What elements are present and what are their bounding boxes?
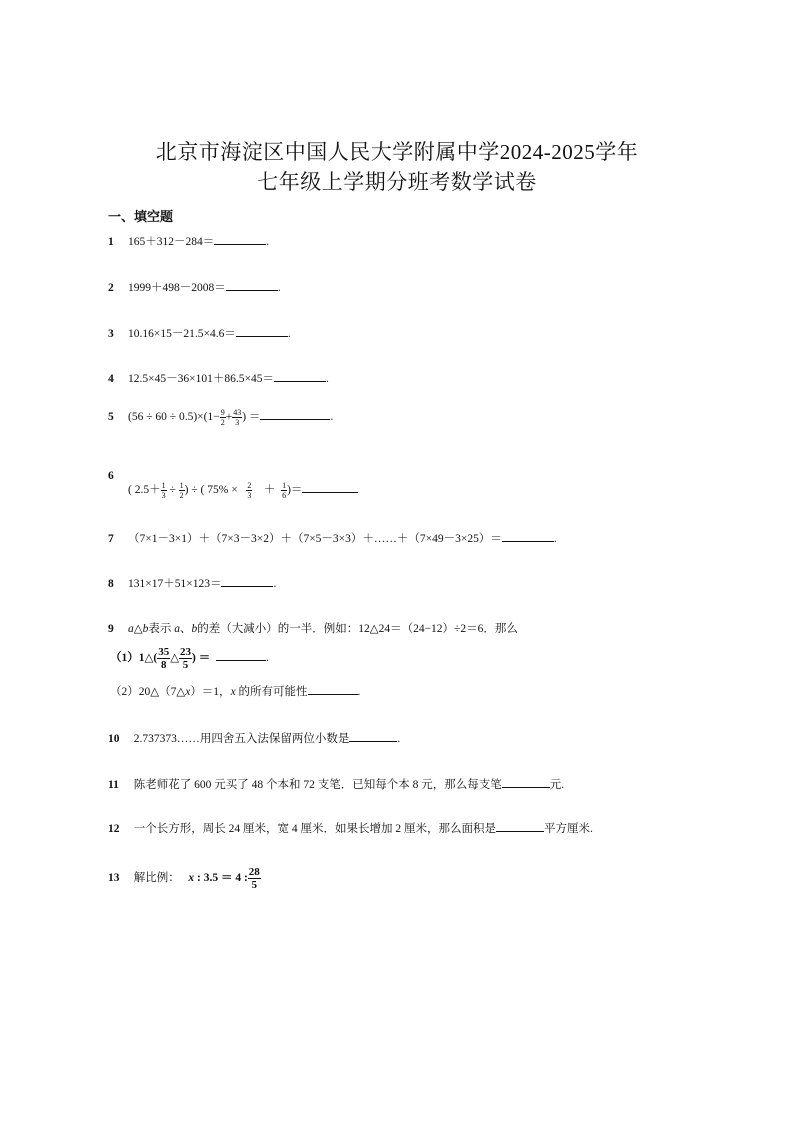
denominator: 8 <box>160 659 167 671</box>
question-end: . <box>330 411 334 424</box>
question-end: 元. <box>549 779 565 791</box>
question-number: 12 <box>108 823 120 835</box>
question-text: 表示 <box>148 623 172 635</box>
expression-part: ( 2.5＋ <box>128 484 161 497</box>
exam-title-line-1: 北京市海淀区中国人民大学附属中学2024-2025学年 <box>155 140 639 164</box>
denominator: 5 <box>251 879 258 891</box>
denominator: 5 <box>182 659 189 671</box>
answer-blank[interactable] <box>226 280 278 291</box>
expression-part: ) ＝ <box>242 411 261 424</box>
denominator: 2 <box>179 491 184 500</box>
expression-part: )＝ <box>287 484 303 497</box>
triangle-operator: △ <box>133 623 143 635</box>
expression-part: ) ＝ <box>192 652 211 665</box>
question-number: 8 <box>108 578 114 590</box>
numerator: 43 <box>233 408 242 417</box>
denominator: 2 <box>220 418 225 427</box>
question-end: . <box>397 733 401 745</box>
expression-part: （2）20△（7△ <box>110 686 186 698</box>
question-number: 11 <box>108 779 119 791</box>
fraction <box>179 646 192 671</box>
question-end: . <box>287 328 291 340</box>
operator: ＋ <box>263 484 276 497</box>
triangle-operator: △ <box>170 652 180 665</box>
fraction <box>232 408 242 427</box>
denominator: 3 <box>235 418 240 427</box>
numerator: 1 <box>179 481 184 490</box>
question-9-part-2 <box>110 683 360 699</box>
question-number: 10 <box>108 733 120 745</box>
variable-x: x <box>188 872 195 885</box>
answer-blank[interactable] <box>274 371 326 382</box>
question-end: . <box>553 533 557 545</box>
variable-a: a <box>128 623 134 635</box>
question-end: . <box>277 282 281 294</box>
answer-blank[interactable] <box>302 482 358 493</box>
expression-part: （1）1△( <box>110 652 158 665</box>
variable-b: b <box>142 623 149 635</box>
numerator: 28 <box>248 866 260 878</box>
question-text: 10.16×15－21.5×4.6＝ <box>128 328 236 340</box>
question-10 <box>108 730 400 746</box>
question-text: 的所有可能性 <box>238 686 308 698</box>
question-text: 165＋312－284＝ <box>128 236 215 248</box>
question-end: . <box>266 652 269 665</box>
question-13 <box>108 866 261 891</box>
variable-a: a <box>174 623 180 635</box>
expression-part: ) ÷ ( 75% × <box>184 484 238 497</box>
numerator: 2 <box>247 481 252 490</box>
variable-x: x <box>185 686 191 698</box>
answer-blank[interactable] <box>502 777 550 788</box>
denominator: 3 <box>161 491 166 500</box>
section-heading-fill-in: 一、填空题 <box>108 209 174 224</box>
answer-blank[interactable] <box>496 821 544 832</box>
operator: ÷ <box>169 484 176 497</box>
question-text: 131×17＋51×123＝ <box>128 578 222 590</box>
answer-blank[interactable] <box>502 531 554 542</box>
numerator: 35 <box>158 646 170 658</box>
answer-blank[interactable] <box>236 326 288 337</box>
question-9-part-1 <box>110 646 269 671</box>
question-6 <box>128 481 358 500</box>
question-number: 13 <box>108 872 120 885</box>
fraction <box>157 646 170 671</box>
question-end: . <box>266 236 270 248</box>
question-11 <box>108 776 564 792</box>
question-text: 2.737373……用四舍五入法保留两位小数是 <box>133 733 350 745</box>
denominator: 3 <box>247 491 252 500</box>
question-4 <box>108 370 329 386</box>
answer-blank[interactable] <box>349 731 397 742</box>
question-number: 3 <box>108 328 114 340</box>
question-text: 陈老师花了 600 元买了 48 个本和 72 支笔．已知每个本 8 元，那么每支笔 <box>133 779 502 791</box>
question-8 <box>108 575 276 591</box>
question-end: . <box>325 373 329 385</box>
question-9 <box>108 620 518 636</box>
question-number: 7 <box>108 533 114 545</box>
question-text: 12.5×45－36×101＋86.5×45＝ <box>128 373 274 385</box>
exam-title-line-2: 七年级上学期分班考数学试卷 <box>257 170 537 194</box>
fraction <box>161 481 167 500</box>
question-number: 2 <box>108 282 114 294</box>
question-text: 1999＋498－2008＝ <box>128 282 226 294</box>
separator: 、 <box>179 623 192 635</box>
question-1 <box>108 233 269 249</box>
question-number: 1 <box>108 236 114 248</box>
numerator: 23 <box>180 646 192 658</box>
variable-x: x <box>230 686 236 698</box>
question-12 <box>108 820 593 836</box>
question-number: 5 <box>108 411 114 424</box>
variable-b: b <box>191 623 198 635</box>
question-text: （7×1－3×1）＋（7×3－3×2）＋（7×5－3×3）＋……＋（7×49－3×25）＝ <box>128 533 502 545</box>
expression-part: : 3.5 ＝ 4 : <box>194 872 248 885</box>
answer-blank[interactable] <box>216 650 266 661</box>
fraction <box>248 866 261 891</box>
question-number: 4 <box>108 373 114 385</box>
question-number: 9 <box>108 623 114 635</box>
fraction <box>246 481 252 500</box>
question-text: 的差（大减小）的一半．例如：12△24＝（24−12）÷2＝6．那么 <box>197 623 518 635</box>
numerator: 9 <box>220 408 225 417</box>
question-number: 6 <box>108 470 114 482</box>
question-7 <box>108 530 557 546</box>
question-text: 一个长方形，周长 24 厘米，宽 4 厘米．如果长增加 2 厘米，那么面积是 <box>133 823 496 835</box>
answer-blank[interactable] <box>260 409 330 420</box>
question-6-number <box>108 470 128 482</box>
answer-blank[interactable] <box>308 684 358 695</box>
question-text: 解比例： <box>133 872 180 885</box>
answer-blank[interactable] <box>214 234 266 245</box>
numerator: 1 <box>282 481 287 490</box>
question-end: 平方厘米. <box>544 823 593 835</box>
question-2 <box>108 279 281 295</box>
expression-part: (56 ÷ 60 ÷ 0.5)×(1− <box>128 411 220 424</box>
question-5 <box>108 408 333 427</box>
denominator: 6 <box>282 491 287 500</box>
question-end: . <box>357 686 361 698</box>
answer-blank[interactable] <box>221 576 273 587</box>
question-3 <box>108 325 291 341</box>
operator: + <box>225 411 233 424</box>
expression-part: ）＝1， <box>190 686 231 698</box>
question-end: . <box>273 578 277 590</box>
numerator: 1 <box>161 481 166 490</box>
